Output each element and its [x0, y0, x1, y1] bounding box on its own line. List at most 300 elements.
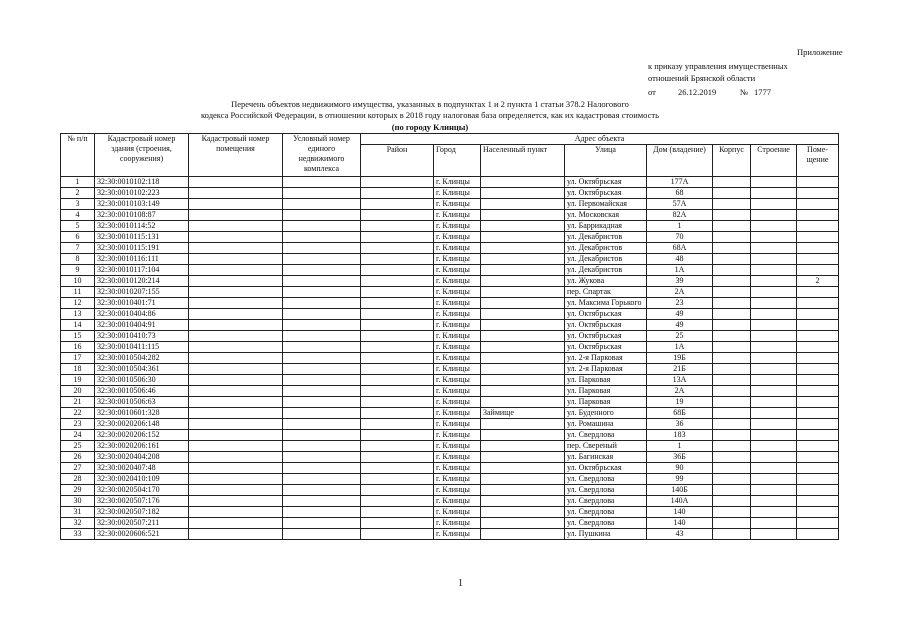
page-number: 1 — [458, 578, 463, 589]
cell-conditional-number — [283, 452, 361, 463]
cell-room — [797, 496, 839, 507]
cell-row-number: 31 — [61, 507, 95, 518]
cell-city: г. Клинцы — [434, 276, 481, 287]
table-row — [61, 221, 839, 232]
cell-korpus — [713, 177, 751, 188]
cell-district — [361, 298, 434, 309]
header-settlement: Населенный пункт — [481, 145, 565, 177]
cell-city: г. Клинцы — [434, 452, 481, 463]
cell-building — [751, 452, 797, 463]
cell-row-number: 3 — [61, 199, 95, 210]
cell-settlement — [481, 496, 565, 507]
table-row — [61, 386, 839, 397]
table-row — [61, 342, 839, 353]
cell-building — [751, 309, 797, 320]
table-row — [61, 408, 839, 419]
cell-district — [361, 430, 434, 441]
cell-district — [361, 507, 434, 518]
cell-district — [361, 265, 434, 276]
cell-room-cadastral — [189, 353, 283, 364]
date-prefix: от — [648, 87, 656, 97]
order-date: 26.12.2019 — [678, 87, 717, 97]
table-row — [61, 188, 839, 199]
cell-city: г. Клинцы — [434, 298, 481, 309]
cell-cadastral-number: 32:30:0010102:118 — [95, 177, 189, 188]
cell-district — [361, 320, 434, 331]
cell-conditional-number — [283, 309, 361, 320]
cell-conditional-number — [283, 441, 361, 452]
cell-room-cadastral — [189, 254, 283, 265]
header-cad-building: Кадастровый номер здания (строения, сооружения) — [95, 134, 189, 177]
cell-cadastral-number: 32:30:0010504:361 — [95, 364, 189, 375]
cell-house: 19 — [647, 397, 713, 408]
cell-city: г. Клинцы — [434, 309, 481, 320]
header-num: № п/п — [61, 134, 95, 177]
cell-city: г. Клинцы — [434, 518, 481, 529]
cell-room — [797, 386, 839, 397]
cell-row-number: 19 — [61, 375, 95, 386]
cell-district — [361, 254, 434, 265]
cell-cadastral-number: 32:30:0020206:152 — [95, 430, 189, 441]
cell-city: г. Клинцы — [434, 496, 481, 507]
cell-settlement — [481, 287, 565, 298]
cell-room-cadastral — [189, 232, 283, 243]
cell-room-cadastral — [189, 188, 283, 199]
cell-cadastral-number: 32:30:0010115:191 — [95, 243, 189, 254]
cell-building — [751, 243, 797, 254]
cell-city: г. Клинцы — [434, 265, 481, 276]
cell-room — [797, 463, 839, 474]
cell-building — [751, 265, 797, 276]
cell-settlement — [481, 375, 565, 386]
table-row — [61, 177, 839, 188]
cell-street: ул. Свердлова — [565, 485, 647, 496]
header-city: Город — [434, 145, 481, 177]
cell-city: г. Клинцы — [434, 430, 481, 441]
cell-conditional-number — [283, 375, 361, 386]
table-row — [61, 441, 839, 452]
cell-settlement — [481, 177, 565, 188]
table-row — [61, 529, 839, 540]
cell-row-number: 1 — [61, 177, 95, 188]
table-row — [61, 320, 839, 331]
cell-city: г. Клинцы — [434, 364, 481, 375]
cell-settlement — [481, 419, 565, 430]
cell-room-cadastral — [189, 342, 283, 353]
cell-settlement — [481, 353, 565, 364]
cell-district — [361, 287, 434, 298]
cell-cadastral-number: 32:30:0020507:182 — [95, 507, 189, 518]
cell-district — [361, 463, 434, 474]
cell-cadastral-number: 32:30:0020606:521 — [95, 529, 189, 540]
header-room: Поме-щение — [797, 145, 839, 177]
table-row — [61, 419, 839, 430]
cell-korpus — [713, 441, 751, 452]
cell-street: ул. Декабристов — [565, 254, 647, 265]
cell-cadastral-number: 32:30:0010207:155 — [95, 287, 189, 298]
cell-city: г. Клинцы — [434, 419, 481, 430]
cell-row-number: 9 — [61, 265, 95, 276]
appendix-title: Приложение — [797, 47, 843, 57]
cell-house: 57А — [647, 199, 713, 210]
cell-district — [361, 529, 434, 540]
cell-street: ул. Декабристов — [565, 232, 647, 243]
cell-house: 70 — [647, 232, 713, 243]
cell-cadastral-number: 32:30:0010404:86 — [95, 309, 189, 320]
table-row — [61, 496, 839, 507]
cell-room — [797, 232, 839, 243]
cell-city: г. Клинцы — [434, 485, 481, 496]
cell-district — [361, 441, 434, 452]
cell-city: г. Клинцы — [434, 529, 481, 540]
cell-settlement — [481, 441, 565, 452]
cell-row-number: 20 — [61, 386, 95, 397]
cell-row-number: 32 — [61, 518, 95, 529]
cell-settlement — [481, 485, 565, 496]
cell-house: 21Б — [647, 364, 713, 375]
cell-conditional-number — [283, 342, 361, 353]
cell-korpus — [713, 507, 751, 518]
cell-street: ул. Парковая — [565, 386, 647, 397]
header-district: Район — [361, 145, 434, 177]
cell-street: ул. Багинская — [565, 452, 647, 463]
cell-house: 43 — [647, 529, 713, 540]
cell-row-number: 18 — [61, 364, 95, 375]
cell-settlement — [481, 221, 565, 232]
cell-street: ул. Свердлова — [565, 430, 647, 441]
cell-conditional-number — [283, 298, 361, 309]
cell-room-cadastral — [189, 419, 283, 430]
table-row — [61, 331, 839, 342]
cell-row-number: 33 — [61, 529, 95, 540]
cell-settlement — [481, 265, 565, 276]
cell-street: ул. Баррикадная — [565, 221, 647, 232]
cell-korpus — [713, 287, 751, 298]
cell-city: г. Клинцы — [434, 397, 481, 408]
cell-korpus — [713, 364, 751, 375]
cell-district — [361, 177, 434, 188]
cell-korpus — [713, 188, 751, 199]
cell-settlement — [481, 188, 565, 199]
cell-building — [751, 254, 797, 265]
cell-conditional-number — [283, 386, 361, 397]
cell-building — [751, 386, 797, 397]
cell-cadastral-number: 32:30:0010504:282 — [95, 353, 189, 364]
cell-street: ул. 2-я Парковая — [565, 353, 647, 364]
cell-room — [797, 177, 839, 188]
cell-city: г. Клинцы — [434, 386, 481, 397]
cell-cadastral-number: 32:30:0010114:52 — [95, 221, 189, 232]
cell-district — [361, 375, 434, 386]
cell-district — [361, 199, 434, 210]
cell-house: 177А — [647, 177, 713, 188]
cell-room — [797, 485, 839, 496]
cell-room-cadastral — [189, 210, 283, 221]
cell-room-cadastral — [189, 397, 283, 408]
cell-room-cadastral — [189, 518, 283, 529]
cell-street: ул. Максима Горького — [565, 298, 647, 309]
cell-settlement — [481, 430, 565, 441]
cell-room-cadastral — [189, 386, 283, 397]
cell-conditional-number — [283, 364, 361, 375]
cell-street: ул. Свердлова — [565, 496, 647, 507]
cell-room-cadastral — [189, 243, 283, 254]
cell-cadastral-number: 32:30:0020504:170 — [95, 485, 189, 496]
cell-conditional-number — [283, 518, 361, 529]
cell-row-number: 13 — [61, 309, 95, 320]
cell-korpus — [713, 232, 751, 243]
heading-line-1: Перечень объектов недвижимого имущества, указанных в подпунктах 1 и 2 пункта 1 статьи 378.2 Налогового — [231, 99, 629, 109]
cell-building — [751, 518, 797, 529]
cell-korpus — [713, 331, 751, 342]
cell-street: ул. Октябрьская — [565, 342, 647, 353]
cell-house: 90 — [647, 463, 713, 474]
cell-settlement — [481, 199, 565, 210]
cell-cadastral-number: 32:30:0010506:46 — [95, 386, 189, 397]
cell-settlement — [481, 507, 565, 518]
cell-street: ул. Ромашина — [565, 419, 647, 430]
table-row — [61, 199, 839, 210]
cell-conditional-number — [283, 287, 361, 298]
cell-street: ул. Свердлова — [565, 507, 647, 518]
cell-settlement: Займище — [481, 408, 565, 419]
header-address: Адрес объекта — [361, 134, 839, 145]
cell-room-cadastral — [189, 309, 283, 320]
cell-korpus — [713, 210, 751, 221]
cell-conditional-number — [283, 474, 361, 485]
cell-korpus — [713, 265, 751, 276]
cell-city: г. Клинцы — [434, 463, 481, 474]
cell-conditional-number — [283, 353, 361, 364]
cell-korpus — [713, 199, 751, 210]
cell-settlement — [481, 463, 565, 474]
cell-row-number: 21 — [61, 397, 95, 408]
cell-street: ул. Декабристов — [565, 243, 647, 254]
cell-cadastral-number: 32:30:0010120:214 — [95, 276, 189, 287]
cell-building — [751, 507, 797, 518]
appendix-department-line: отношений Брянской области — [648, 73, 756, 83]
cell-city: г. Клинцы — [434, 177, 481, 188]
cell-house: 140А — [647, 496, 713, 507]
cell-room — [797, 320, 839, 331]
cell-room — [797, 353, 839, 364]
cell-building — [751, 353, 797, 364]
cell-room — [797, 342, 839, 353]
table-row — [61, 210, 839, 221]
cell-row-number: 8 — [61, 254, 95, 265]
cell-building — [751, 441, 797, 452]
cell-building — [751, 331, 797, 342]
cell-building — [751, 320, 797, 331]
cell-conditional-number — [283, 177, 361, 188]
cell-district — [361, 188, 434, 199]
cell-district — [361, 518, 434, 529]
cell-street: ул. Декабристов — [565, 265, 647, 276]
cell-settlement — [481, 386, 565, 397]
cell-row-number: 6 — [61, 232, 95, 243]
table-row — [61, 452, 839, 463]
cell-settlement — [481, 232, 565, 243]
cell-city: г. Клинцы — [434, 210, 481, 221]
cell-cadastral-number: 32:30:0010103:149 — [95, 199, 189, 210]
cell-room — [797, 474, 839, 485]
cell-street: ул. Октябрьская — [565, 177, 647, 188]
cell-cadastral-number: 32:30:0010506:30 — [95, 375, 189, 386]
cell-room-cadastral — [189, 485, 283, 496]
cell-street: ул. Октябрьская — [565, 188, 647, 199]
cell-house: 36 — [647, 419, 713, 430]
cell-cadastral-number: 32:30:0020507:176 — [95, 496, 189, 507]
cell-building — [751, 485, 797, 496]
cell-row-number: 11 — [61, 287, 95, 298]
cell-building — [751, 474, 797, 485]
appendix-date-line — [648, 86, 771, 98]
cell-korpus — [713, 353, 751, 364]
cell-room — [797, 199, 839, 210]
cell-row-number: 2 — [61, 188, 95, 199]
cell-conditional-number — [283, 397, 361, 408]
cell-conditional-number — [283, 408, 361, 419]
cell-room — [797, 397, 839, 408]
cell-building — [751, 199, 797, 210]
cell-conditional-number — [283, 507, 361, 518]
cell-row-number: 23 — [61, 419, 95, 430]
cell-row-number: 22 — [61, 408, 95, 419]
cell-row-number: 30 — [61, 496, 95, 507]
cell-room — [797, 518, 839, 529]
cell-street: пер. Свереный — [565, 441, 647, 452]
cell-city: г. Клинцы — [434, 320, 481, 331]
cell-cadastral-number: 32:30:0010411:115 — [95, 342, 189, 353]
cell-room — [797, 309, 839, 320]
cell-conditional-number — [283, 419, 361, 430]
cell-room — [797, 243, 839, 254]
cell-room-cadastral — [189, 452, 283, 463]
heading-line-2: кодекса Российской Федерации, в отношении которых в 2018 году налоговая база определяется, как их кадастровая стоимость — [200, 110, 659, 120]
cell-conditional-number — [283, 188, 361, 199]
cell-street: пер. Спартак — [565, 287, 647, 298]
cell-district — [361, 210, 434, 221]
cell-city: г. Клинцы — [434, 474, 481, 485]
cell-settlement — [481, 309, 565, 320]
cell-conditional-number — [283, 243, 361, 254]
cell-building — [751, 375, 797, 386]
cell-city: г. Клинцы — [434, 221, 481, 232]
cell-building — [751, 276, 797, 287]
cell-conditional-number — [283, 430, 361, 441]
cell-district — [361, 309, 434, 320]
cell-cadastral-number: 32:30:0010115:131 — [95, 232, 189, 243]
cell-city: г. Клинцы — [434, 375, 481, 386]
cell-cadastral-number: 32:30:0020410:109 — [95, 474, 189, 485]
cell-row-number: 15 — [61, 331, 95, 342]
cell-row-number: 17 — [61, 353, 95, 364]
cell-house: 1 — [647, 441, 713, 452]
cell-district — [361, 331, 434, 342]
table-row — [61, 430, 839, 441]
cell-room-cadastral — [189, 298, 283, 309]
table-row — [61, 309, 839, 320]
cell-korpus — [713, 430, 751, 441]
cell-city: г. Клинцы — [434, 342, 481, 353]
cell-room — [797, 298, 839, 309]
cell-korpus — [713, 452, 751, 463]
cell-korpus — [713, 342, 751, 353]
cell-street: ул. Свердлова — [565, 474, 647, 485]
cell-city: г. Клинцы — [434, 254, 481, 265]
table-row — [61, 485, 839, 496]
cell-row-number: 4 — [61, 210, 95, 221]
cell-korpus — [713, 474, 751, 485]
header-house: Дом (владение) — [647, 145, 713, 177]
cell-street: ул. Жукова — [565, 276, 647, 287]
cell-cadastral-number: 32:30:0010117:104 — [95, 265, 189, 276]
cell-district — [361, 452, 434, 463]
cell-settlement — [481, 397, 565, 408]
cell-settlement — [481, 529, 565, 540]
cell-house: 36Б — [647, 452, 713, 463]
cell-city: г. Клинцы — [434, 441, 481, 452]
cell-korpus — [713, 386, 751, 397]
cell-korpus — [713, 309, 751, 320]
cell-conditional-number — [283, 485, 361, 496]
cell-settlement — [481, 276, 565, 287]
cell-korpus — [713, 485, 751, 496]
cell-district — [361, 397, 434, 408]
cell-house: 140 — [647, 507, 713, 518]
cell-building — [751, 188, 797, 199]
cell-house: 68А — [647, 243, 713, 254]
cell-korpus — [713, 397, 751, 408]
cell-district — [361, 386, 434, 397]
cell-conditional-number — [283, 265, 361, 276]
cell-korpus — [713, 529, 751, 540]
number-prefix: № — [740, 87, 749, 97]
cell-row-number: 12 — [61, 298, 95, 309]
cell-building — [751, 221, 797, 232]
cell-room — [797, 364, 839, 375]
cell-street: ул. Октябрьская — [565, 331, 647, 342]
cell-conditional-number — [283, 232, 361, 243]
cell-city: г. Клинцы — [434, 331, 481, 342]
table-row — [61, 474, 839, 485]
cell-cadastral-number: 32:30:0020404:208 — [95, 452, 189, 463]
cell-district — [361, 232, 434, 243]
cell-street: ул. Первомайская — [565, 199, 647, 210]
cell-house: 19Б — [647, 353, 713, 364]
cell-building — [751, 232, 797, 243]
table-row — [61, 397, 839, 408]
cell-room-cadastral — [189, 375, 283, 386]
header-korpus: Корпус — [713, 145, 751, 177]
cell-room-cadastral — [189, 441, 283, 452]
cell-street: ул. Октябрьская — [565, 463, 647, 474]
cell-district — [361, 419, 434, 430]
header-cond-num: Условный номер единого недвижимого комплекса — [283, 134, 361, 177]
cell-cadastral-number: 32:30:0020407:48 — [95, 463, 189, 474]
cell-house: 68Б — [647, 408, 713, 419]
cell-building — [751, 298, 797, 309]
cell-korpus — [713, 518, 751, 529]
cell-house: 23 — [647, 298, 713, 309]
header-street: Улица — [565, 145, 647, 177]
cell-room-cadastral — [189, 507, 283, 518]
cell-city: г. Клинцы — [434, 199, 481, 210]
cell-cadastral-number: 32:30:0010401:71 — [95, 298, 189, 309]
cell-room — [797, 529, 839, 540]
header-cad-room: Кадастровый номер помещения — [189, 134, 283, 177]
cell-building — [751, 177, 797, 188]
